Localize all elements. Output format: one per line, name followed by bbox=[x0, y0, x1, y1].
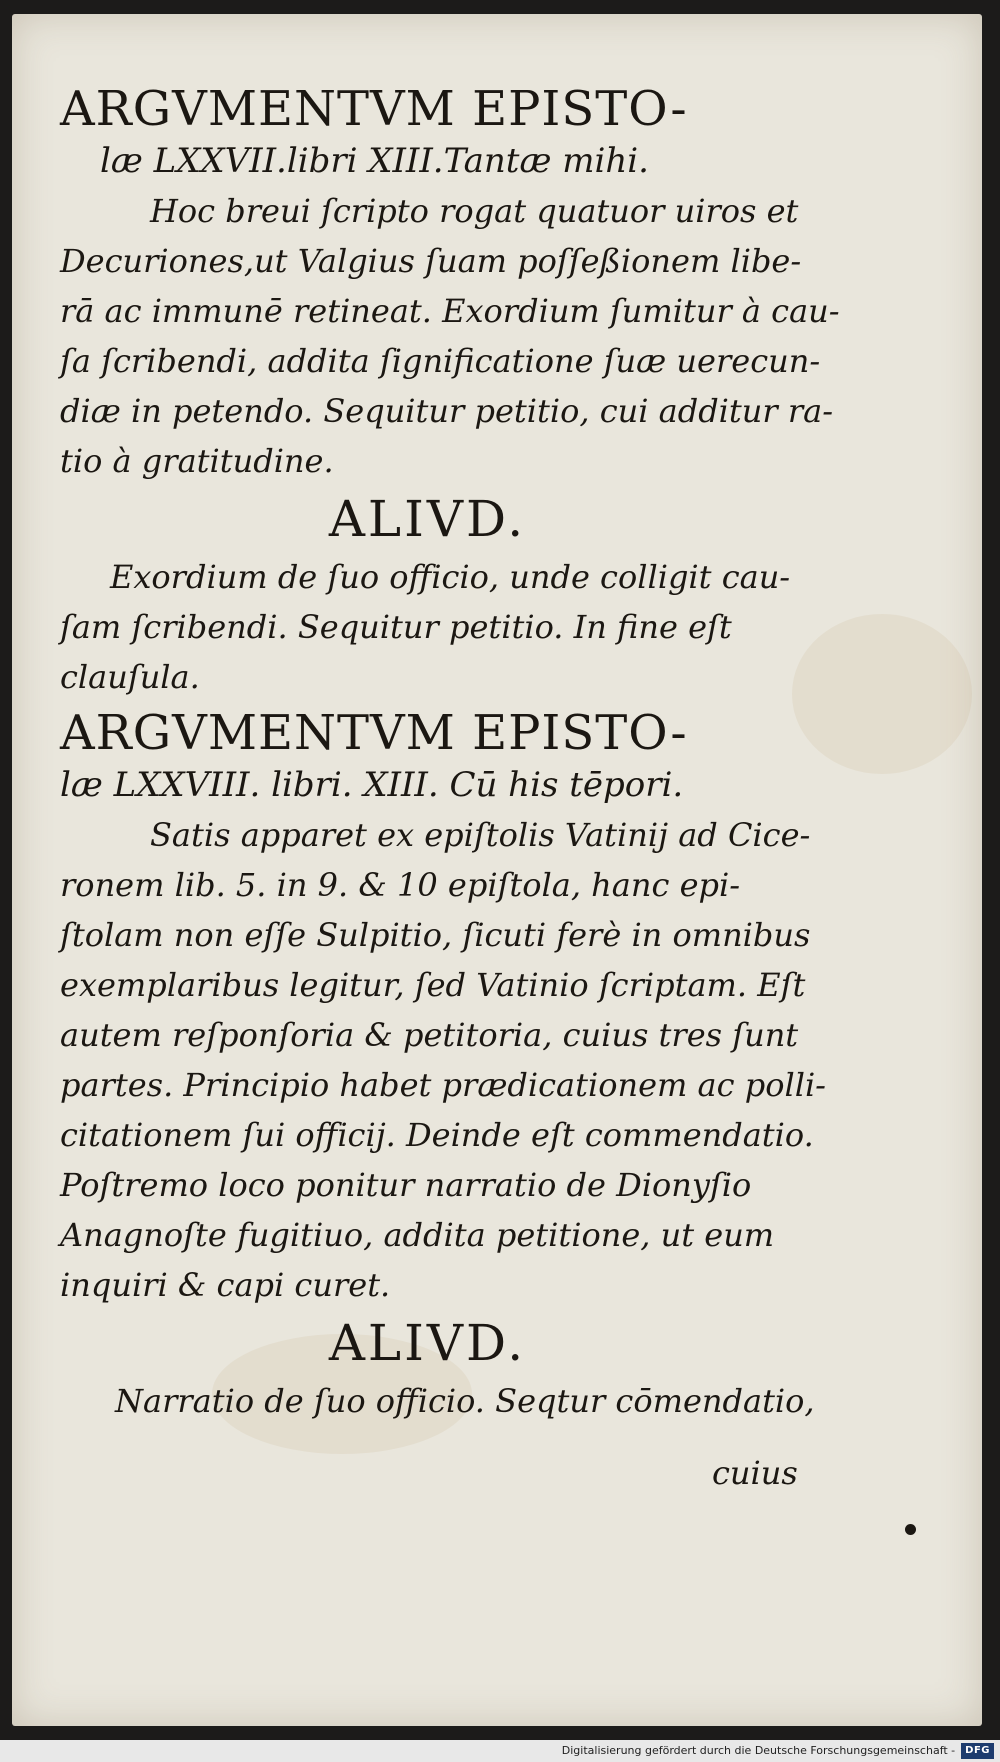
text-line: Hoc breui ſcripto rogat quatuor uiros et bbox=[150, 192, 799, 230]
paragraph-1 bbox=[60, 186, 840, 486]
dfg-logo-icon: DFG bbox=[961, 1743, 994, 1759]
text-line: ronem lib. 5. in 9. & 10 epiſtola, hanc epi- bbox=[60, 866, 741, 904]
argument-heading-2: ARGVMENTVM EPISTO- bbox=[60, 705, 688, 761]
argument-heading-1: ARGVMENTVM EPISTO- bbox=[60, 81, 688, 137]
argument-subheading-2: læ LXXVIII. libri. XIII. Cū his tēpori. bbox=[60, 765, 684, 805]
paper-stain bbox=[792, 614, 972, 774]
book-page bbox=[12, 14, 982, 1726]
text-line: Decuriones,ut Valgius ſuam poſſeßionem libe- bbox=[60, 242, 802, 280]
paragraph-4 bbox=[60, 1376, 815, 1426]
digitization-footer bbox=[0, 1740, 1000, 1762]
text-line: partes. Principio habet prædicationem ac polli- bbox=[60, 1066, 826, 1104]
text-line: Anagnoſte fugitiuo, addita petitione, ut eum bbox=[60, 1216, 775, 1254]
text-line: autem reſponſoria & petitoria, cuius tres ſunt bbox=[60, 1016, 799, 1054]
text-line: tio à gratitudine. bbox=[60, 442, 334, 480]
paragraph-3 bbox=[60, 810, 826, 1310]
text-line: Satis apparet ex epiſtolis Vatinij ad Cice- bbox=[150, 816, 811, 854]
text-line: ſtolam non eſſe Sulpitio, ſicuti ferè in omnibus bbox=[60, 916, 811, 954]
text-line: Exordium de ſuo officio, unde colligit cau- bbox=[110, 558, 791, 596]
aliud-heading-1: ALIVD. bbox=[328, 490, 527, 548]
text-line: diæ in petendo. Sequitur petitio, cui additur ra- bbox=[60, 392, 834, 430]
text-line: ſa ſcribendi, addita ſignificatione ſuæ uerecun- bbox=[60, 342, 821, 380]
text-block bbox=[60, 81, 840, 1426]
text-line: exemplaribus legitur, ſed Vatinio ſcriptam. Eſt bbox=[60, 966, 806, 1004]
text-line: citationem ſui officij. Deinde eſt commendatio. bbox=[60, 1116, 814, 1154]
argument-subheading-1: læ LXXVII.libri XIII.Tantæ mihi. bbox=[100, 141, 649, 181]
text-line: inquiri & capi curet. bbox=[60, 1266, 391, 1304]
footer-text: Digitalisierung gefördert durch die Deutsche Forschungsgemeinschaft - bbox=[561, 1744, 956, 1757]
text-line: Narratio de ſuo officio. Seqtur cōmendatio, bbox=[115, 1382, 815, 1420]
paragraph-2 bbox=[60, 552, 795, 702]
text-line: Poſtremo loco ponitur narratio de Dionyſio bbox=[60, 1166, 752, 1204]
aliud-heading-2: ALIVD. bbox=[328, 1314, 527, 1372]
text-line: clauſula. bbox=[60, 658, 200, 696]
catchword: cuius bbox=[712, 1454, 798, 1492]
text-line: rā ac immunē retineat. Exordium ſumitur à cau- bbox=[60, 292, 840, 330]
ink-dot bbox=[905, 1524, 916, 1535]
text-line: ſam ſcribendi. Sequitur petitio. In fine eſt bbox=[60, 608, 732, 646]
